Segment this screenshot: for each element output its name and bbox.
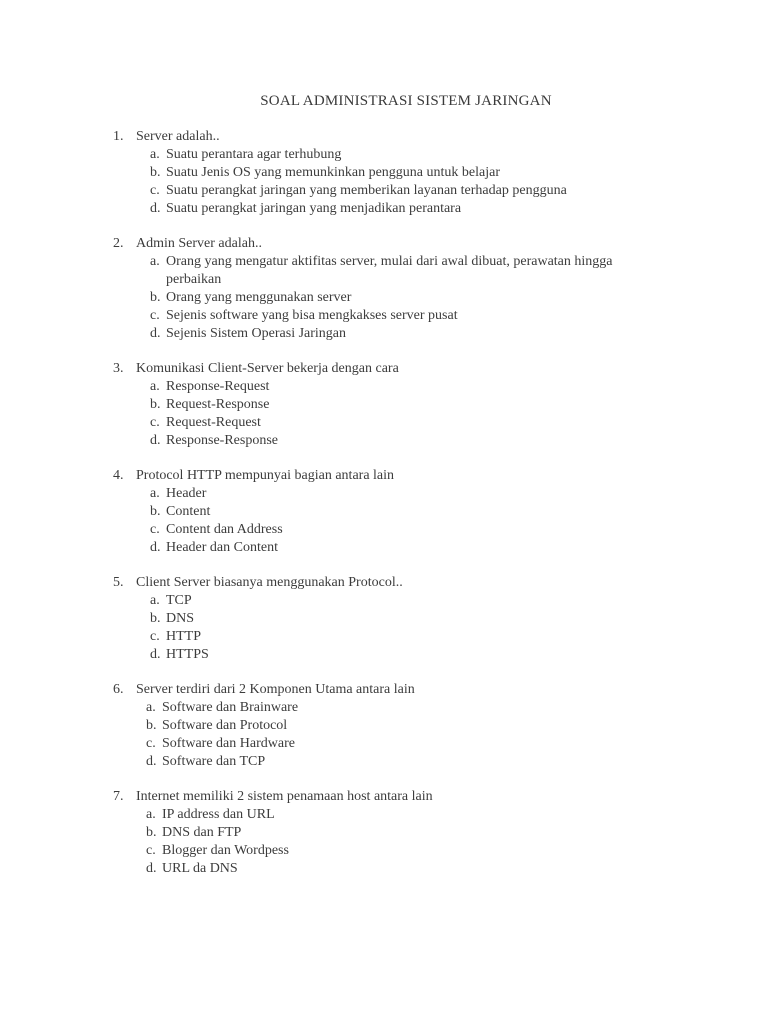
question-number: 2.: [113, 236, 124, 251]
option-item: [0, 200, 768, 218]
option-item: [0, 164, 768, 182]
question-item: [0, 788, 768, 878]
question-text: Client Server biasanya menggunakan Protocol..: [136, 575, 403, 590]
option-letter: c.: [146, 736, 156, 751]
option-letter: b.: [150, 165, 161, 180]
option-letter: b.: [146, 718, 157, 733]
option-text: Suatu perangkat jaringan yang memberikan layanan terhadap pengguna: [166, 183, 567, 198]
option-item: [0, 860, 768, 878]
question-text: Admin Server adalah..: [136, 236, 262, 251]
option-letter: b.: [150, 397, 161, 412]
question-number: 1.: [113, 129, 124, 144]
question-text: Protocol HTTP mempunyai bagian antara lain: [136, 468, 395, 483]
option-text: TCP: [166, 593, 192, 608]
document-title: SOAL ADMINISTRASI SISTEM JARINGAN: [260, 93, 552, 109]
option-list: [0, 253, 768, 343]
option-text: Software dan Hardware: [162, 736, 295, 751]
option-text: Header dan Content: [166, 540, 278, 555]
option-letter: a.: [146, 807, 156, 822]
question-item: [0, 128, 768, 218]
option-text: Request-Response: [166, 397, 270, 412]
option-list: [0, 592, 768, 664]
option-item: [0, 592, 768, 610]
question-item: [0, 681, 768, 771]
option-text: HTTP: [166, 629, 201, 644]
option-item: [0, 735, 768, 753]
option-list: [0, 699, 768, 771]
question-number: 7.: [113, 789, 124, 804]
option-item: [0, 325, 768, 343]
option-letter: a.: [150, 254, 160, 269]
option-letter: b.: [150, 504, 161, 519]
option-item: [0, 253, 768, 289]
option-item: [0, 610, 768, 628]
option-text: Suatu Jenis OS yang memunkinkan pengguna untuk belajar: [166, 165, 500, 180]
option-item: [0, 539, 768, 557]
option-letter: b.: [146, 825, 157, 840]
option-item: [0, 432, 768, 450]
option-letter: d.: [146, 754, 157, 769]
question-number: 5.: [113, 575, 124, 590]
option-item: [0, 378, 768, 396]
option-item: [0, 307, 768, 325]
option-item: [0, 182, 768, 200]
option-item: [0, 521, 768, 539]
question-number: 3.: [113, 361, 124, 376]
option-item: [0, 414, 768, 432]
option-letter: c.: [146, 843, 156, 858]
option-letter: d.: [150, 647, 161, 662]
option-item: [0, 806, 768, 824]
option-text: Sejenis software yang bisa mengkakses server pusat: [166, 308, 458, 323]
option-text: Header: [166, 486, 207, 501]
option-letter: c.: [150, 308, 160, 323]
option-letter: b.: [150, 611, 161, 626]
question-number: 6.: [113, 682, 124, 697]
option-text: Orang yang menggunakan server: [166, 290, 352, 305]
option-list: [0, 146, 768, 218]
option-item: [0, 146, 768, 164]
option-letter: a.: [150, 593, 160, 608]
option-text: IP address dan URL: [162, 807, 275, 822]
option-item: [0, 485, 768, 503]
option-text: Content dan Address: [166, 522, 283, 537]
option-text: HTTPS: [166, 647, 209, 662]
option-item: [0, 717, 768, 735]
option-text: Suatu perantara agar terhubung: [166, 147, 342, 162]
option-item: [0, 699, 768, 717]
option-list: [0, 806, 768, 878]
option-text: Sejenis Sistem Operasi Jaringan: [166, 326, 347, 341]
option-letter: a.: [150, 379, 160, 394]
option-letter: b.: [150, 290, 161, 305]
option-item: [0, 753, 768, 771]
option-letter: d.: [146, 861, 157, 876]
option-item: [0, 842, 768, 860]
option-letter: c.: [150, 629, 160, 644]
question-item: [0, 360, 768, 450]
question-text: Server adalah..: [136, 129, 220, 144]
option-letter: d.: [150, 433, 161, 448]
option-letter: a.: [146, 700, 156, 715]
question-list: [0, 128, 768, 895]
option-letter: c.: [150, 415, 160, 430]
option-letter: a.: [150, 147, 160, 162]
option-text: Blogger dan Wordpess: [162, 843, 289, 858]
option-item: [0, 646, 768, 664]
option-letter: d.: [150, 540, 161, 555]
option-item: [0, 628, 768, 646]
option-text: Orang yang mengatur aktifitas server, mulai dari awal dibuat, perawatan hingga perbaikan: [166, 254, 613, 287]
question-text: Server terdiri dari 2 Komponen Utama antara lain: [136, 682, 415, 697]
option-letter: c.: [150, 522, 160, 537]
question-text: Internet memiliki 2 sistem penamaan host antara lain: [136, 789, 433, 804]
option-text: Response-Response: [166, 433, 278, 448]
option-text: Request-Request: [166, 415, 261, 430]
option-letter: d.: [150, 326, 161, 341]
option-text: Suatu perangkat jaringan yang menjadikan perantara: [166, 201, 462, 216]
option-text: DNS: [166, 611, 195, 626]
question-number: 4.: [113, 468, 124, 483]
option-item: [0, 824, 768, 842]
option-text: Software dan Brainware: [162, 700, 299, 715]
question-item: [0, 235, 768, 343]
option-item: [0, 396, 768, 414]
question-text: Komunikasi Client-Server bekerja dengan cara: [136, 361, 399, 376]
option-item: [0, 503, 768, 521]
option-letter: d.: [150, 201, 161, 216]
option-text: Content: [166, 504, 211, 519]
option-text: Software dan Protocol: [162, 718, 288, 733]
option-item: [0, 289, 768, 307]
option-letter: c.: [150, 183, 160, 198]
option-text: Response-Request: [166, 379, 270, 394]
question-item: [0, 467, 768, 557]
option-text: DNS dan FTP: [162, 825, 242, 840]
option-text: Software dan TCP: [162, 754, 266, 769]
option-text: URL da DNS: [162, 861, 238, 876]
option-list: [0, 378, 768, 450]
option-letter: a.: [150, 486, 160, 501]
option-list: [0, 485, 768, 557]
question-item: [0, 574, 768, 664]
